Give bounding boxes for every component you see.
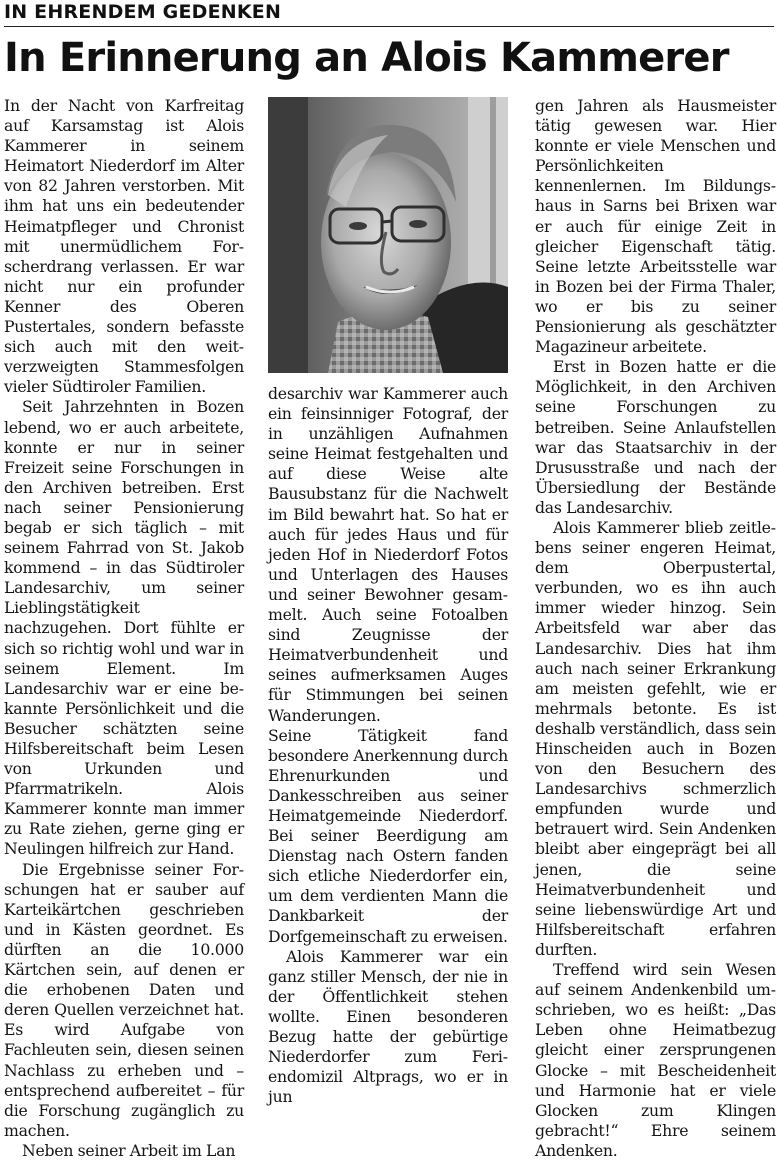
section-header xyxy=(4,2,774,27)
paragraph: Alois Kammerer war ein ganz stiller Mensch, der nie in der Öffentlichkeit stehen wollte. Einen besonderen Bezug hatte der gebürtige Niederdorfer zum Feriendomizil Altprags, wo er in jun xyxy=(268,946,508,1107)
portrait-image xyxy=(268,97,508,373)
paragraph: Seine Tätigkeit fand besondere Anerkennung durch Ehrenurkunden und Dankesschreiben aus seiner Heimatgemeinde Niederdorf. Bei seiner Beerdigung am Dienstag nach Ostern fanden sich etliche Niederdorfer ein, um dem verdienten Mann die Dankbarkeit der Dorfgemeinschaft zu erweisen. xyxy=(268,725,508,946)
article-column-1 xyxy=(4,96,244,1161)
paragraph: gen Jahren als Hausmeister tätig gewesen war. Hier konnte er viele Menschen und Persönlichkeiten kennenlernen. Im Bildungshaus in Sarns bei Brixen war er auch für einige Zeit in gleicher Eigenschaft tätig. Seine letzte Arbeitsstelle war in Bozen bei der Firma Thaler, wo er bis zu seiner Pensionierung als geschätzter Magazineur arbeitete. xyxy=(535,96,776,357)
paragraph: desarchiv war Kammerer auch ein feinsinniger Fotograf, der in unzähligen Aufnahmen seine Heimat festgehalten und auf diese Weise alte Bausubstanz für die Nachwelt im Bild bewahrt hat. So hat er auch für jedes Haus und für jeden Hof in Niederdorf Fotos und Unterlagen des Hauses und seiner Bewohner gesammelt. Auch seine Fotoalben sind Zeugnisse der Heimatverbundenheit und seines aufmerksamen Auges für Stimmungen bei seinen Wanderungen. xyxy=(268,384,508,725)
section-label: IN EHRENDEM GEDENKEN xyxy=(4,1,282,23)
article-column-3 xyxy=(535,96,776,1161)
paragraph: Neben seiner Arbeit im Lan xyxy=(22,1140,236,1160)
paragraph: In der Nacht von Karfreitag auf Karsamstag ist Alois Kammerer in seinem Heimatort Niederdorf im Alter von 82 Jahren verstorben. Mit ihm hat uns ein bedeutender Heimatpfleger und Chronist mit unermüdlichem Forscherdrang verlassen. Er war nicht nur ein profunder Kenner des Oberen Pustertales, sondern befasste sich auch mit den weitverzweigten Stammesfolgen vieler Südtiroler Familien. xyxy=(4,96,244,397)
article-headline: In Erinnerung an Alois Kammerer xyxy=(4,35,729,81)
paragraph: Alois Kammerer blieb zeitlebens seiner engeren Heimat, dem Oberpustertal, verbunden, wo es ihn auch immer wieder hinzog. Sein Arbeitsfeld war aber das Landesarchiv. Dies hat ihm auch nach seiner Erkrankung am meisten gefehlt, wie er mehrmals betonte. Es ist deshalb verständlich, dass sein Hinscheiden auch in Bozen von den Besuchern des Landesarchivs schmerzlich empfunden wurde und betrauert wird. Sein Andenken bleibt aber eingeprägt bei all jenen, die seine Heimatverbundenheit und seine liebenswürdige Art und Hilfsbereitschaft erfahren durften. xyxy=(535,517,776,959)
article-column-2 xyxy=(268,384,508,1107)
portrait-photo xyxy=(268,97,508,373)
paragraph: Seit Jahrzehnten in Bozen lebend, wo er auch arbeitete, konnte er nur in seiner Freizeit seine Forschungen in den Archiven betreiben. Erst nach seiner Pensionierung begab er sich täglich – mit seinem Fahrrad von St. Jakob kommend – in das Südtiroler Landesarchiv, um seiner Lieblingstätigkeit nachzugehen. Dort fühlte er sich so richtig wohl und war in seinem Element. Im Landesarchiv war er eine bekannte Persönlichkeit und die Besucher schätzten seine Hilfsbereitschaft beim Lesen von Urkunden und Pfarrmatrikeln. Alois Kammerer konnte man immer zu Rate ziehen, gerne ging er Neulingen hilfreich zur Hand. xyxy=(4,397,244,859)
paragraph: Erst in Bozen hatte er die Möglichkeit, in den Archiven seine Forschungen zu betreiben. Seine Anlaufstellen war das Staatsarchiv in der Drususstraße und nach der Übersiedlung der Bestände das Landesarchiv. xyxy=(535,357,776,517)
paragraph: Treffend wird sein Wesen auf seinem Andenkenbild umschrieben, wo es heißt: „Das Leben ohne Heimatbezug gleicht einer zersprungenen Glocke – mit Bescheidenheit und Harmonie hat er viele Glocken zum Klingen gebracht!“ Ehre seinem Andenken. xyxy=(535,960,776,1160)
paragraph: Die Ergebnisse seiner Forschungen hat er sauber auf Karteikärtchen geschrieben und in Kästen geordnet. Es dürften an die 10.000 Kärtchen sein, auf denen er die erhobenen Daten und deren Quellen verzeichnet hat. Es wird Aufgabe von Fachleuten sein, diesen seinen Nachlass zu erheben und – entsprechend aufbereitet – für die Forschung zugänglich zu machen. xyxy=(4,859,244,1140)
